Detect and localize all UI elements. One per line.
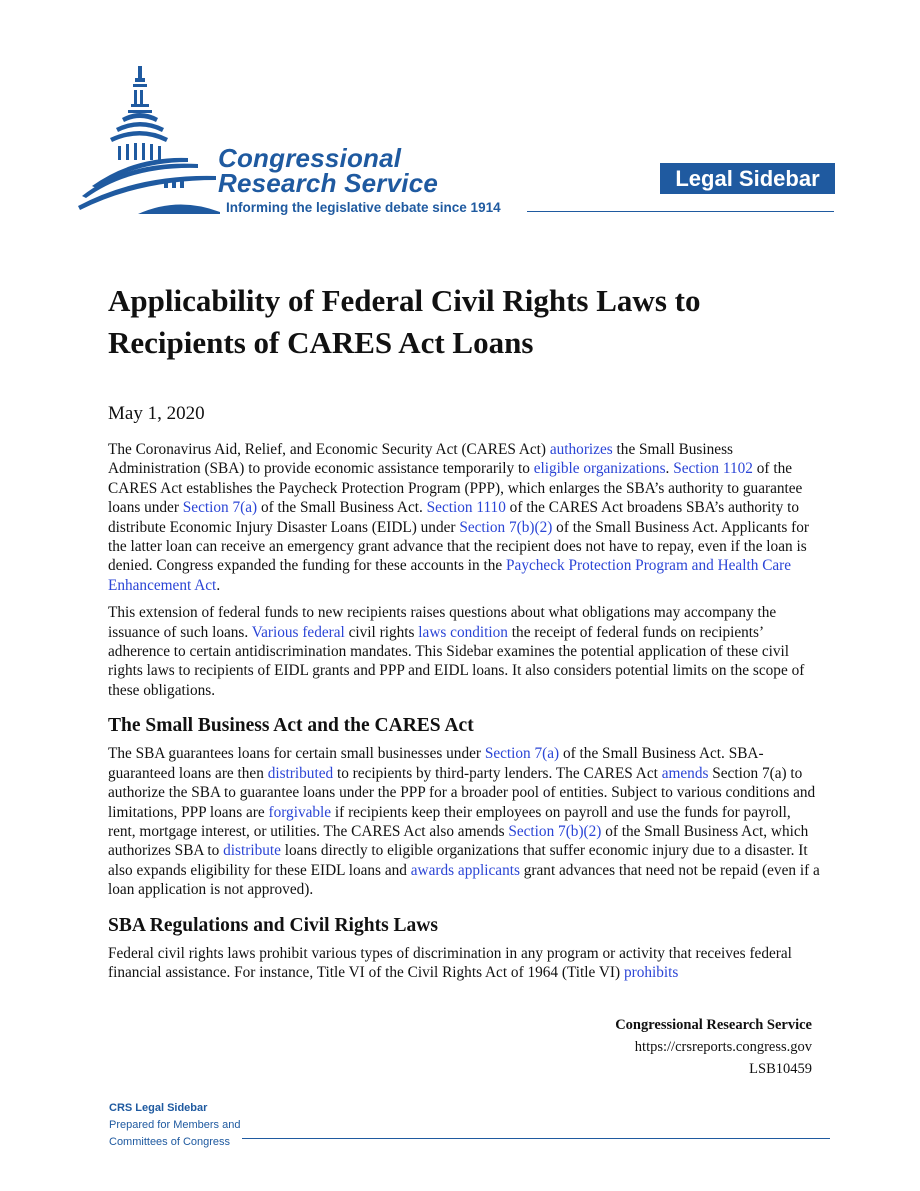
footer-prepared-for: [109, 1100, 240, 1151]
document-body: [108, 440, 820, 990]
hyperlink[interactable]: Section 7(b)(2): [459, 518, 553, 536]
footer-divider: [242, 1138, 830, 1139]
hyperlink[interactable]: distributed: [267, 764, 334, 782]
hyperlink[interactable]: Section 1110: [426, 499, 506, 517]
organization-name: [218, 143, 439, 198]
hyperlink[interactable]: eligible organizations: [533, 460, 666, 478]
hyperlink[interactable]: federal: [302, 623, 345, 641]
footer-report-id: LSB10459: [749, 1061, 812, 1077]
section-heading: The Small Business Act and the CARES Act: [108, 715, 474, 737]
hyperlink[interactable]: Section 7(a): [484, 745, 560, 763]
hyperlink[interactable]: Paycheck Protection Program and Health Care Enhancement Act: [108, 557, 792, 594]
hyperlink[interactable]: forgivable: [268, 803, 332, 821]
footer-url[interactable]: https://crsreports.congress.gov: [634, 1039, 812, 1055]
body-paragraph: The Coronavirus Aid, Relief, and Economic Security Act (CARES Act) authorizes the Small Business Administration (SBA) to provide economic assistance temporarily to eligible organizations. Section 1102 of the CARES Act establishes the Paycheck Protection Program (PPP), which enlarges the SBA’s authority to guarantee loans under Section 7(a) of the Small Business Act. Section 1110 of the CARES Act broadens SBA’s authority to distribute Economic Injury Disaster Loans (EIDL) under Section 7(b)(2) of the Small Business Act. Applicants for the latter loan can receive an emergency grant advance that the recipient does not have to repay, even if the loan is denied. Congress expanded the funding for these accounts in the Paycheck Protection Program and Health Care Enhancement Act.: [108, 441, 809, 594]
hyperlink[interactable]: amends: [661, 764, 709, 782]
hyperlink[interactable]: Section 7(a): [182, 499, 258, 517]
organization-tagline: Informing the legislative debate since 1914: [226, 200, 501, 215]
capitol-dome-icon: [78, 64, 220, 214]
document-title: Applicability of Federal Civil Rights Laws to Recipients of CARES Act Loans: [108, 283, 701, 360]
footer-organization: Congressional Research Service: [615, 1017, 812, 1033]
footer-series-title: CRS Legal Sidebar: [109, 1102, 208, 1114]
organization-name-line1: Congressional: [218, 143, 402, 173]
legal-sidebar-badge: Legal Sidebar: [660, 163, 835, 194]
hyperlink[interactable]: condition: [450, 623, 508, 641]
hyperlink[interactable]: Section 1102: [673, 460, 753, 478]
publication-date: May 1, 2020: [108, 403, 205, 424]
hyperlink[interactable]: authorizes: [549, 441, 613, 458]
hyperlink[interactable]: awards: [410, 861, 455, 879]
organization-name-line2: Research Service: [218, 168, 439, 198]
section-heading: SBA Regulations and Civil Rights Laws: [108, 914, 438, 936]
body-paragraph: The SBA guarantees loans for certain small businesses under Section 7(a) of the Small Business Act. SBA-guaranteed loans are then distributed to recipients by third-party lenders. The CARES Act amends Section 7(a) to authorize the SBA to guarantee loans under the PPP for a broader pool of entities. Subject to various conditions and limitations, PPP loans are forgivable if recipients keep their employees on payroll and use the funds for payroll, rent, mortgage interest, or utilities. The CARES Act also amends Section 7(b)(2) of the Small Business Act, which authorizes SBA to distribute loans directly to eligible organizations that suffer economic injury due to a disaster. It also expands eligibility for these EIDL loans and awards applicants grant advances that need not be repaid (even if a loan application is not approved).: [108, 745, 820, 899]
footer-prepared-line2: Committees of Congress: [109, 1136, 231, 1148]
hyperlink[interactable]: prohibits: [623, 963, 679, 981]
hyperlink[interactable]: laws: [418, 623, 447, 641]
hyperlink[interactable]: distribute: [223, 842, 281, 860]
footer-prepared-line1: Prepared for Members and: [109, 1119, 241, 1131]
report-header: [0, 0, 920, 230]
page-footer-info: [615, 1014, 812, 1080]
hyperlink[interactable]: Various: [251, 623, 299, 641]
body-paragraph: This extension of federal funds to new recipients raises questions about what obligations may accompany the issuance of such loans. Various federal civil rights laws condition the receipt of federal funds on recipients’ adherence to certain antidiscrimination mandates. This Sidebar examines the potential application of these civil rights laws to recipients of EIDL grants and PPP and EIDL loans. It also considers potential limits on the scope of these obligations.: [108, 604, 805, 699]
header-divider: [527, 211, 834, 212]
body-paragraph: Federal civil rights laws prohibit various types of discrimination in any program or activity that receives federal financial assistance. For instance, Title VI of the Civil Rights Act of 1964 (Title VI) prohibits: [108, 944, 792, 981]
hyperlink[interactable]: applicants: [457, 861, 520, 879]
hyperlink[interactable]: Section 7(b)(2): [508, 822, 602, 840]
